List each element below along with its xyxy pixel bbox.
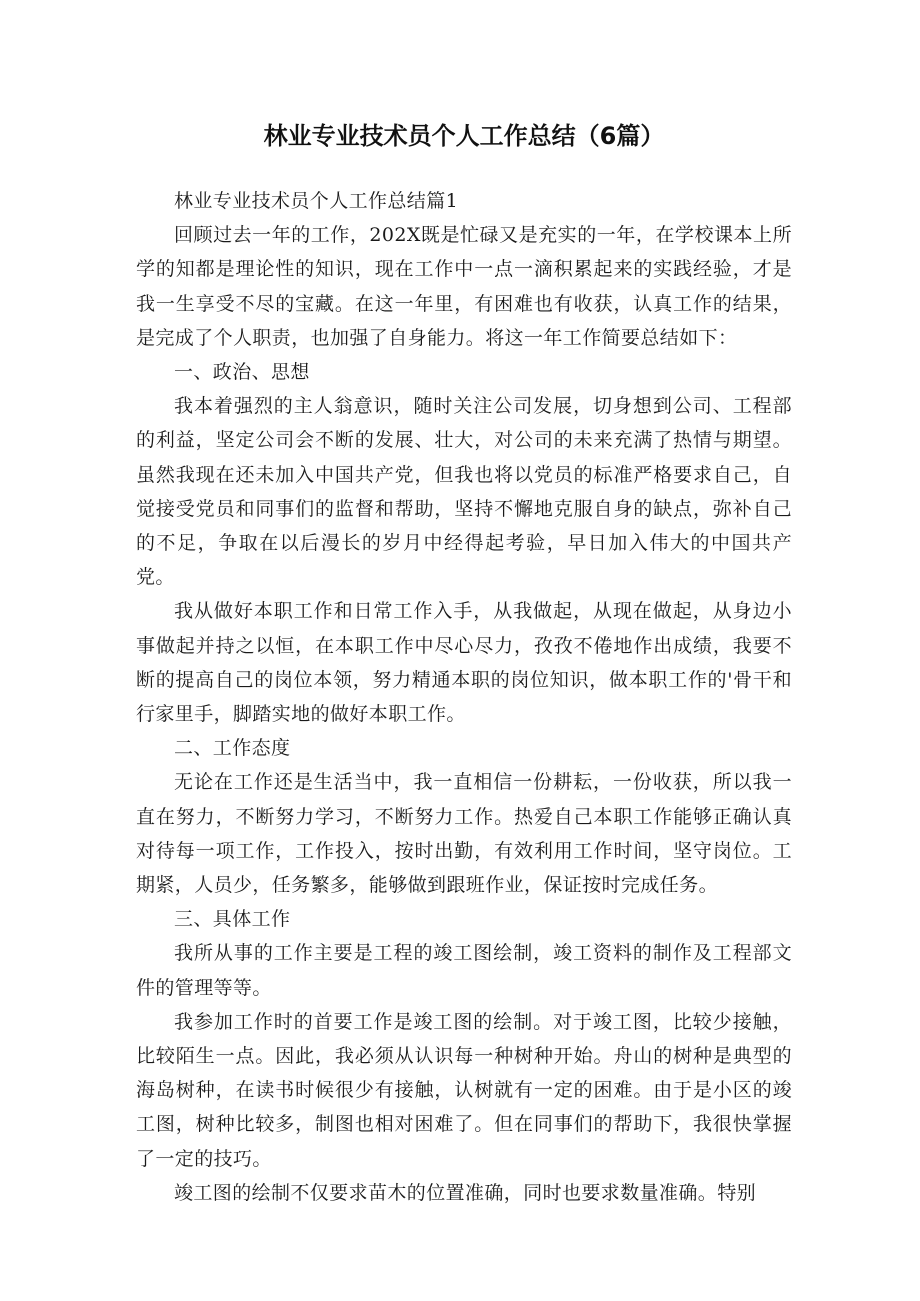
paragraph: 竣工图的绘制不仅要求苗木的位置准确，同时也要求数量准确。特别	[174, 1181, 757, 1204]
paragraph: 我所从事的工作主要是工程的竣工图绘制，竣工资料的制作及工程部文件的管理等等。	[136, 942, 792, 999]
section-heading: 林业专业技术员个人工作总结篇1	[174, 190, 459, 212]
section-heading: 一、政治、思想	[174, 361, 310, 384]
paragraph: 无论在工作还是生活当中，我一直相信一份耕耘，一份收获，所以我一直在努力，不断努力学习，不断努力工作。热爱自己本职工作能够正确认真对待每一项工作，工作投入，按时出勤，有效利用工作时间，坚守岗位。工期紧，人员少，任务繁多，能够做到跟班作业，保证按时完成任务。	[136, 771, 792, 897]
paragraph: 回顾过去一年的工作，202X既是忙碌又是充实的一年，在学校课本上所学的知都是理论性的知识，现在工作中一点一滴积累起来的实践经验，才是我一生享受不尽的宝藏。在这一年里，有困难也有收获，认真工作的结果，是完成了个人职责，也加强了自身能力。将这一年工作简要总结如下：	[136, 224, 792, 349]
document-title: 林业专业技术员个人工作总结（6篇）	[263, 122, 665, 150]
document-body	[136, 184, 792, 1210]
section-heading: 三、具体工作	[174, 908, 291, 931]
section-heading: 二、工作态度	[174, 737, 291, 760]
paragraph: 我参加工作时的首要工作是竣工图的绘制。对于竣工图，比较少接触，比较陌生一点。因此，我必须从认识每一种树种开始。舟山的树种是典型的海岛树种，在读书时候很少有接触，认树就有一定的困难。由于是小区的竣工图，树种比较多，制图也相对困难了。但在同事们的帮助下，我很快掌握了一定的技巧。	[136, 1010, 792, 1170]
paragraph: 我本着强烈的主人翁意识，随时关注公司发展，切身想到公司、工程部的利益，坚定公司会不断的发展、壮大，对公司的未来充满了热情与期望。虽然我现在还未加入中国共产党，但我也将以党员的标准严格要求自己，自觉接受党员和同事们的监督和帮助，坚持不懈地克服自身的缺点，弥补自己的不足，争取在以后漫长的岁月中经得起考验，早日加入伟大的中国共产党。	[136, 395, 792, 589]
paragraph: 我从做好本职工作和日常工作入手，从我做起，从现在做起，从身边小事做起并持之以恒，在本职工作中尽心尽力，孜孜不倦地作出成绩，我要不断的提高自己的岗位本领，努力精通本职的岗位知识，做本职工作的'骨干和行家里手，脚踏实地的做好本职工作。	[136, 600, 792, 726]
